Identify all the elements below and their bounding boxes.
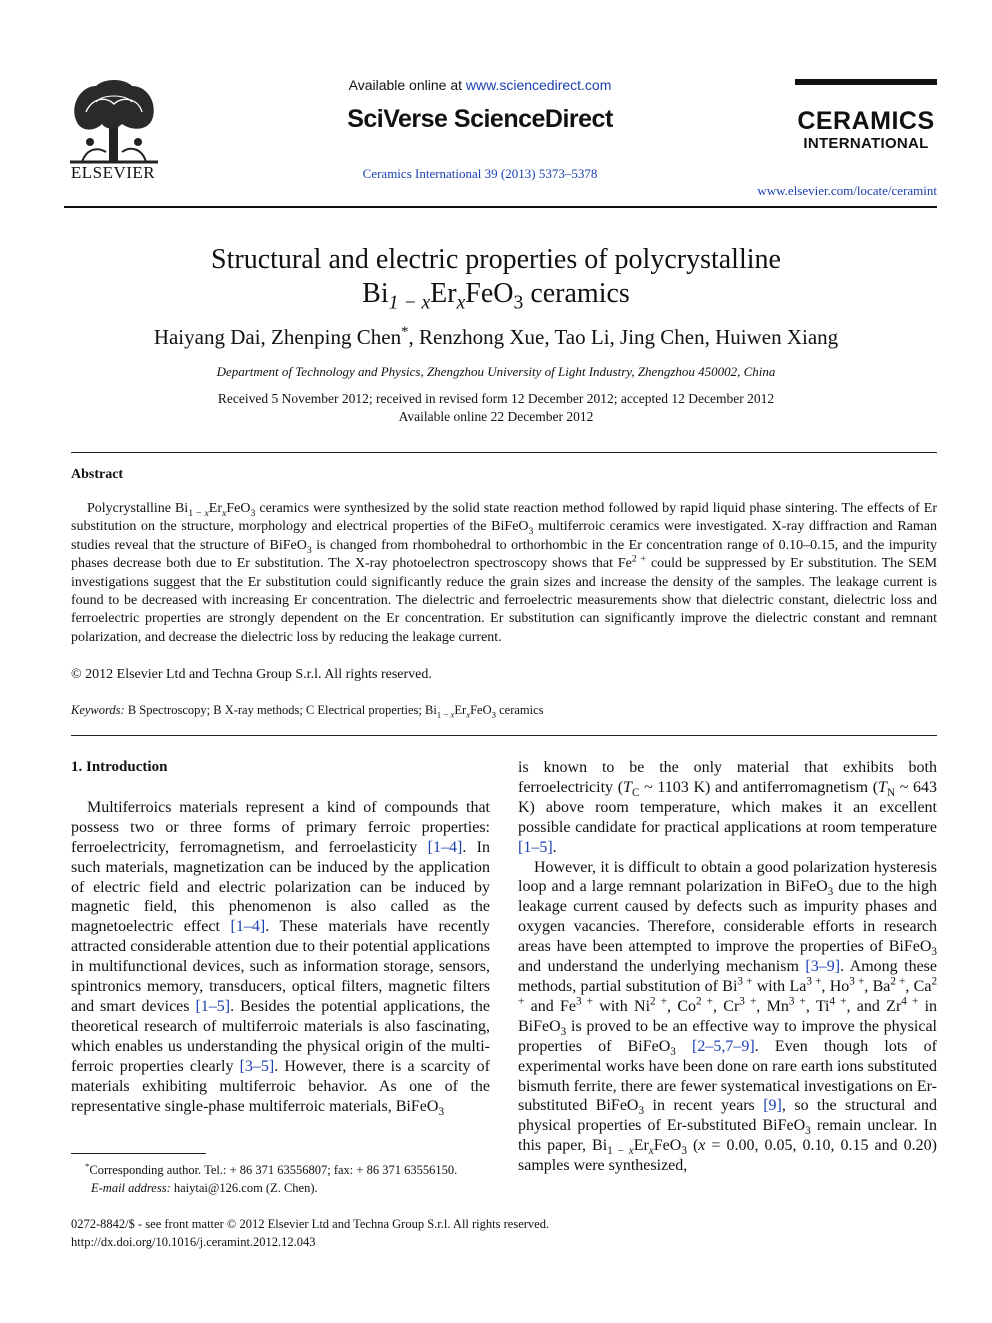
citation-link[interactable]: 7–9] bbox=[725, 1037, 755, 1055]
intro-paragraph-2: However, it is difficult to obtain a good polarization hysteresis loop and a large remnant polarization in BiFeO$_3$ due to the high leakage current caused by defects such as impurity phases and oxygen vacancies. Therefore, considerable efforts in research areas have been attempted to improve the properties of BiFeO$_3$ and understand the underlying mechanism [3–9]. Among these methods, partial substitution of $Bi^{3 +}$ with $La^{3 +}$, $Ho^{3 +}$, $Ba^{2 +}$, $Ca^{2 +}$ and $Fe^{3 +}$ with $Ni^{2 +}$, $Co^{2 +}$, $Cr^{3 +}$, $Mn^{3 +}$, $Ti^{4 +}$, and $Zr^{4 +}$ in BiFeO$_3$ is proved to be an effective way to improve the physical properties of BiFeO$_3$ [2–5,7–9]. Even though lots of experimental works have been done on rare earth ions substituted bismuth ferrite, there are fewer systematical investigations on Er-substituted BiFeO$_3$ in recent years [9], so the structural and physical properties of Er-substituted BiFeO$_3$ remain unclear. In this paper, $Bi_{1 - x}Er_xFeO_3$ (x = 0.00, 0.05, 0.10, 0.15 and 0.20) samples were synthesized, bbox=[518, 858, 938, 1175]
body-column-left bbox=[71, 758, 490, 1116]
citation-link[interactable]: [1–4] bbox=[427, 838, 463, 856]
citation-link[interactable]: [1–5] bbox=[518, 838, 553, 856]
footnote-rule bbox=[71, 1153, 206, 1154]
brand-rule bbox=[795, 79, 937, 85]
journal-brand-line1: CERAMICS bbox=[797, 107, 935, 135]
citation-link[interactable]: [9] bbox=[763, 1097, 782, 1115]
article-dates bbox=[60, 390, 932, 426]
author-list: Haiyang Dai, Zhenping Chen*, Renzhong Xue, Tao Li, Jing Chen, Huiwen Xiang bbox=[153, 324, 839, 349]
title-line-1: Structural and electric properties of polycrystalline bbox=[211, 244, 781, 275]
received-dates: Received 5 November 2012; received in revised form 12 December 2012; accepted 12 December 2012 bbox=[217, 391, 775, 406]
citation-link[interactable]: [3–9] bbox=[805, 958, 841, 976]
front-matter bbox=[71, 1215, 549, 1251]
abstract-text: Polycrystalline $Bi_{1 - x}Er_xFeO_3$ ceramics were synthesized by the solid state reaction method followed by rapid liquid phase sintering. The effects of Er substitution on the structure, morphology and electrical properties of the BiFeO$_3$ multiferroic ceramics were investigated. X-ray diffraction and Raman studies reveal that the structure of BiFeO$_3$ is changed from rhombohedral to orthorhombic in the Er concentration range of 0.10–0.15, and the impurity phases decrease both due to Er substitution. The X-ray photoelectron spectroscopy shows that $Fe^{2 +}$ could be suppressed by Er substitution. The SEM investigations suggest that the Er substitution could significantly reduce the grain sizes and increase the density of the samples. The leakage current is found to be decreased with increasing Er concentration. The dielectric and ferroelectric measurements show that dielectric constant, dielectric loss and ferroelectric properties are strongly dependent on the Er concentration. Er substitution can significantly improve the dielectric constant and remnant polarization, and decrease the dielectric loss by reducing the leakage current. bbox=[71, 501, 938, 645]
corresponding-author-mark[interactable]: * bbox=[401, 324, 409, 340]
abstract-heading: Abstract bbox=[71, 467, 124, 482]
body-top-rule bbox=[71, 735, 937, 736]
journal-homepage-link[interactable]: www.elsevier.com/locate/ceramint bbox=[757, 183, 937, 198]
intro-paragraph-1-continued: is known to be the only material that exhibits both ferroelectricity ($T_C$ ~ 1103 K) and antiferromagnetism ($T_N$ ~ 643 K) above room temperature, which makes it an excellent possible candidate for practical applications at room temperature [1–5]. bbox=[518, 759, 938, 856]
article-title bbox=[60, 243, 932, 314]
title-line-2: $Bi_{1 - x}Er_xFeO_3$ ceramics bbox=[362, 278, 630, 314]
availability-prefix: Available online at bbox=[348, 77, 466, 93]
journal-brand-line2: INTERNATIONAL bbox=[803, 135, 929, 152]
intro-paragraph-1: Multiferroics materials represent a kind of compounds that possess two or three forms of primary ferroic properties: ferroelectricity, ferromagnetism, and ferroelasticity [1–4]. In such materials, magnetization can be induced by the application of electric field and electric polarization can be induced by magnetic field, this phenomenon is also called as the magnetoelectric effect [1–4]. These materials have recently attracted considerable attention due to their potential applications in multifunctional devices, such as information storage, sensors, spintronics memory, transducers, optical filters, magnetic filters and smart devices [1–5]. Besides the potential applications, the theoretical research of multiferroic materials is also fascinating, which enables us understanding the physical origin of the multiferroic properties clearly [3–5]. However, there is a scarcity of materials exhibiting multiferroic behavior. As one of the representative single-phase multiferroic materials, BiFeO$_3$ bbox=[71, 798, 491, 1118]
body-column-right bbox=[518, 758, 937, 1176]
keywords-line: Keywords: B Spectroscopy; B X-ray methods; C Electrical properties; $Bi_{1 - x}Er_xFeO_3$ ceramics bbox=[71, 703, 544, 720]
footnote bbox=[71, 1161, 501, 1197]
citation-link[interactable]: [1–5] bbox=[195, 997, 231, 1015]
elsevier-wordmark: ELSEVIER bbox=[70, 163, 156, 182]
platform-name: SciVerse ScienceDirect bbox=[347, 105, 613, 133]
header-divider bbox=[64, 206, 937, 208]
journal-reference-link[interactable]: Ceramics International 39 (2013) 5373–5378 bbox=[362, 166, 598, 181]
email-footnote: E-mail address: haiytai@126.com (Z. Chen). bbox=[91, 1181, 318, 1195]
abstract-copyright: © 2012 Elsevier Ltd and Techna Group S.r.l. All rights reserved. bbox=[71, 667, 432, 682]
availability-line bbox=[300, 77, 660, 93]
affiliation: Department of Technology and Physics, Zhengzhou University of Light Industry, Zhengzhou 450002, China bbox=[216, 364, 776, 379]
abstract-top-rule bbox=[71, 452, 937, 453]
author-email[interactable]: haiytai@126.com (Z. Chen). bbox=[170, 1181, 318, 1195]
sciencedirect-link[interactable]: www.sciencedirect.com bbox=[465, 77, 612, 93]
citation-link[interactable]: [3–5] bbox=[239, 1057, 275, 1075]
doi-link[interactable]: http://dx.doi.org/10.1016/j.ceramint.2012.12.043 bbox=[71, 1235, 316, 1249]
corresponding-author-footnote: *Corresponding author. Tel.: + 86 371 63556807; fax: + 86 371 63556150. bbox=[85, 1160, 458, 1177]
section-heading-introduction: 1. Introduction bbox=[71, 759, 168, 775]
citation-link[interactable]: [2–5, bbox=[692, 1037, 726, 1055]
issn-line: 0272-8842/$ - see front matter © 2012 Elsevier Ltd and Techna Group S.r.l. All rights reserved. bbox=[71, 1217, 550, 1231]
available-online-date: Available online 22 December 2012 bbox=[398, 409, 594, 424]
keywords-label: Keywords: bbox=[71, 703, 125, 717]
citation-link[interactable]: [1–4] bbox=[230, 918, 266, 936]
